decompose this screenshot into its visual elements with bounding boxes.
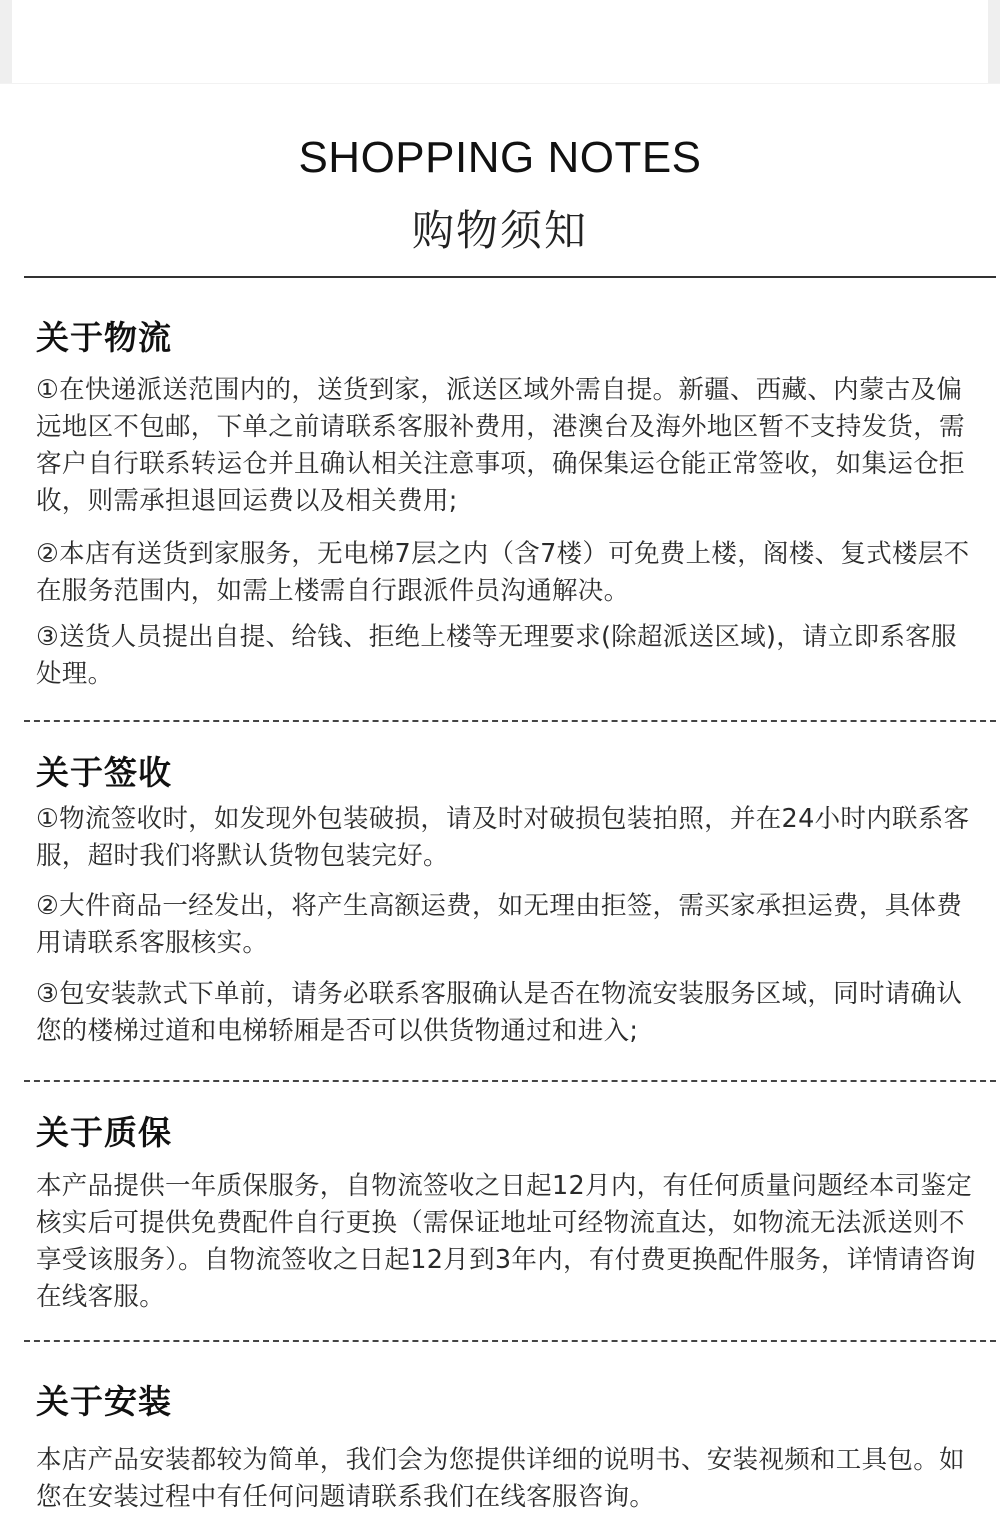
section-divider-3	[24, 1340, 996, 1342]
page-title: SHOPPING NOTES	[298, 133, 702, 182]
previous-image-edge	[0, 0, 12, 84]
logistics-paragraph-2: ②本店有送货到家服务，无电梯7层之内（含7楼）可免费上楼，阁楼、复式楼层不在服务范围内，如需上楼需自行跟派件员沟通解决。	[36, 539, 970, 606]
logistics-paragraph-3: ③送货人员提出自提、给钱、拒绝上楼等无理要求(除超派送区域)，请立即系客服处理。	[36, 622, 957, 689]
section-divider-1	[24, 720, 996, 722]
section-title-installation: 关于安装	[36, 1382, 172, 1421]
title-divider	[24, 276, 996, 278]
strip-divider	[0, 83, 1000, 84]
signing-paragraph-3: ③包安装款式下单前，请务必联系客服确认是否在物流安装服务区域，同时请确认您的楼梯过道和电梯轿厢是否可以供货物通过和进入;	[36, 979, 963, 1046]
section-title-logistics: 关于物流	[36, 318, 172, 357]
previous-image-edge-right	[988, 0, 1000, 84]
page-subtitle: 购物须知	[411, 206, 588, 255]
section-title-signing: 关于签收	[36, 753, 172, 792]
installation-paragraph: 本店产品安装都较为简单，我们会为您提供详细的说明书、安装视频和工具包。如您在安装过程中有任何问题请联系我们在线客服咨询。	[36, 1445, 965, 1512]
section-title-warranty: 关于质保	[36, 1113, 172, 1152]
signing-paragraph-1: ①物流签收时，如发现外包装破损，请及时对破损包装拍照，并在24小时内联系客服，超时我们将默认货物包装完好。	[36, 804, 970, 871]
signing-paragraph-2: ②大件商品一经发出，将产生高额运费，如无理由拒签，需买家承担运费，具体费用请联系客服核实。	[36, 891, 963, 958]
section-divider-2	[24, 1080, 996, 1082]
top-image-strip	[0, 0, 1000, 84]
warranty-paragraph: 本产品提供一年质保服务，自物流签收之日起12月内，有任何质量问题经本司鉴定核实后可提供免费配件自行更换（需保证地址可经物流直达，如物流无法派送则不享受该服务）。自物流签收之日起12月到3年内，有付费更换配件服务，详情请咨询在线客服。	[36, 1171, 976, 1312]
logistics-paragraph-1: ①在快递派送范围内的，送货到家，派送区域外需自提。新疆、西藏、内蒙古及偏远地区不包邮，下单之前请联系客服补费用，港澳台及海外地区暂不支持发货，需客户自行联系转运仓并且确认相关注意事项，确保集运仓能正常签收，如集运仓拒收，则需承担退回运费以及相关费用;	[36, 375, 965, 516]
